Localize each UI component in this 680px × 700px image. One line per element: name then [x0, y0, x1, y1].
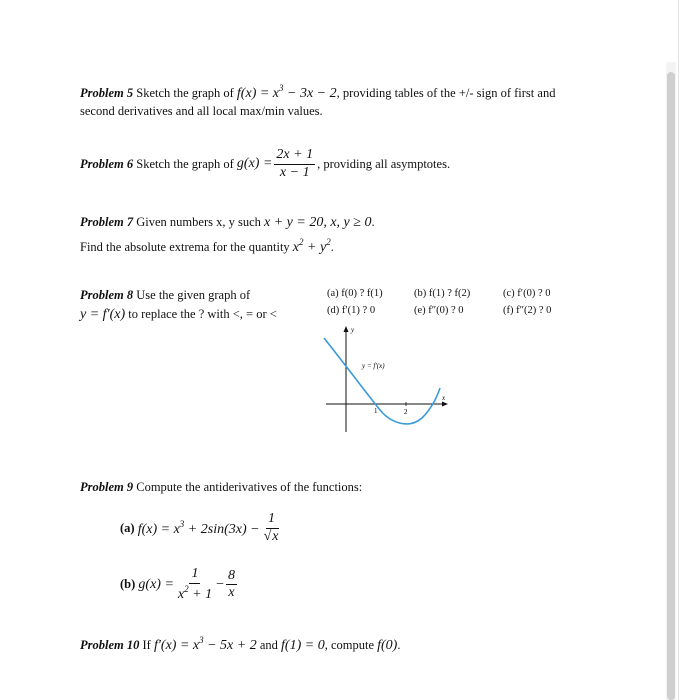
problem-9-part-b-fraction-2: [226, 569, 237, 601]
problem-10-target: f(0): [377, 638, 398, 653]
graph-f-prime-curve: [324, 338, 440, 424]
problem-9-part-a: [120, 512, 283, 544]
problem-9-line: [80, 480, 362, 495]
problem-9-part-b-frac1-den: $x^2 + 1$: [177, 583, 213, 602]
problem-9-part-b-frac1-num: 1: [189, 567, 200, 584]
problem-9-part-a-frac-num: 1: [266, 512, 277, 529]
problem-5-text: Sketch the graph of: [136, 86, 234, 100]
problem-9-part-a-label: (a): [120, 520, 135, 535]
problem-10-line: [80, 635, 400, 654]
problem-9-part-b-label: (b): [120, 577, 136, 592]
problem-8-label: Problem 8: [80, 288, 134, 302]
problem-9-part-b-lhs: g(x) =: [138, 576, 174, 592]
problem-7-line-1: [80, 215, 375, 231]
problem-6-denominator: x − 1: [279, 164, 310, 180]
problem-5-function: $f(x) = x^3 - 3x - 2$: [236, 83, 337, 101]
problem-9-part-b-fraction-1: [176, 567, 214, 602]
problem-6-line: [80, 148, 450, 180]
problem-9-label: Problem 9: [80, 480, 134, 494]
problem-10-text-compute: , compute: [324, 638, 374, 652]
problem-8-part-a: (a) f(0) ? f(1): [327, 288, 383, 299]
graph-curve-label: y = f′(x): [362, 362, 385, 370]
problem-6-text-after: , providing all asymptotes.: [317, 156, 451, 171]
graph-tick-label-2: 2: [404, 408, 408, 416]
problem-10-condition: f(1) = 0: [281, 638, 325, 653]
problem-6-numerator: 2x + 1: [274, 148, 315, 165]
scrollbar-thumb[interactable]: [667, 72, 675, 700]
problem-5-label: Problem 5: [80, 86, 134, 100]
problem-9-part-b-frac2-num: 8: [226, 569, 237, 586]
problem-8-part-c: (c) f′(0) ? 0: [503, 288, 551, 299]
graph-y-arrow: [344, 326, 349, 332]
problem-8-text-2: to replace the ? with <, = or <: [128, 307, 277, 321]
problem-9-part-b-minus: −: [216, 576, 224, 592]
problem-6-text: Sketch the graph of: [136, 156, 234, 171]
problem-5-text-after: , providing tables of the +/- sign of first and: [336, 86, 556, 100]
problem-5-line-2: second derivatives and all local max/min values.: [80, 104, 323, 118]
problem-7-line-2: [80, 237, 334, 256]
problem-7-period: .: [371, 215, 375, 229]
problem-7-text: Given numbers x, y such: [136, 215, 261, 229]
problem-9-part-b-frac2-den: x: [228, 585, 235, 601]
problem-8-function: y = f′(x): [80, 307, 126, 322]
problem-9-part-b: [120, 567, 239, 602]
problem-5-line-1: [80, 83, 555, 102]
problem-6-label: Problem 6: [80, 156, 134, 171]
problem-7-label: Problem 7: [80, 215, 134, 229]
problem-9-text: Compute the antiderivatives of the functions:: [136, 480, 363, 494]
problem-10-period: .: [397, 638, 401, 652]
problem-8-line-2: [80, 307, 277, 323]
graph-y-label: y: [351, 326, 355, 334]
problem-6-fraction: [274, 148, 315, 180]
problem-8-part-e: (e) f″(0) ? 0: [414, 305, 464, 316]
graph-x-arrow: [442, 402, 448, 407]
problem-7-period-2: .: [330, 240, 334, 254]
problem-10-text-and: and: [259, 638, 278, 652]
problem-6-lhs: g(x) =: [236, 156, 273, 172]
problem-8-part-d: (d) f′(1) ? 0: [327, 305, 376, 316]
problem-8-text: Use the given graph of: [136, 288, 251, 302]
problem-8-line-1: [80, 288, 250, 303]
problem-7-constraint: x + y = 20, x, y ≥ 0: [264, 215, 372, 230]
problem-9-part-a-expr: $f(x) = x^3 + 2\sin(3x)$ −: [137, 518, 260, 537]
problem-7-quantity: $x^2 + y^2$: [292, 237, 331, 255]
graph-x-label: x: [442, 394, 446, 402]
problem-9-part-a-frac-den: √x: [263, 528, 279, 544]
problem-10-text-if: If: [142, 638, 151, 652]
problem-9-part-a-fraction: [262, 512, 282, 544]
problem-8-part-b: (b) f(1) ? f(2): [414, 288, 471, 299]
problem-8-graph: [318, 318, 458, 438]
graph-tick-label-1: 1: [374, 407, 378, 415]
problem-8-part-f: (f) f″(2) ? 0: [503, 305, 552, 316]
problem-10-label: Problem 10: [80, 638, 140, 652]
problem-10-derivative: $f'(x) = x^3 - 5x + 2$: [153, 635, 257, 653]
problem-7-text-2: Find the absolute extrema for the quantity: [80, 240, 290, 254]
